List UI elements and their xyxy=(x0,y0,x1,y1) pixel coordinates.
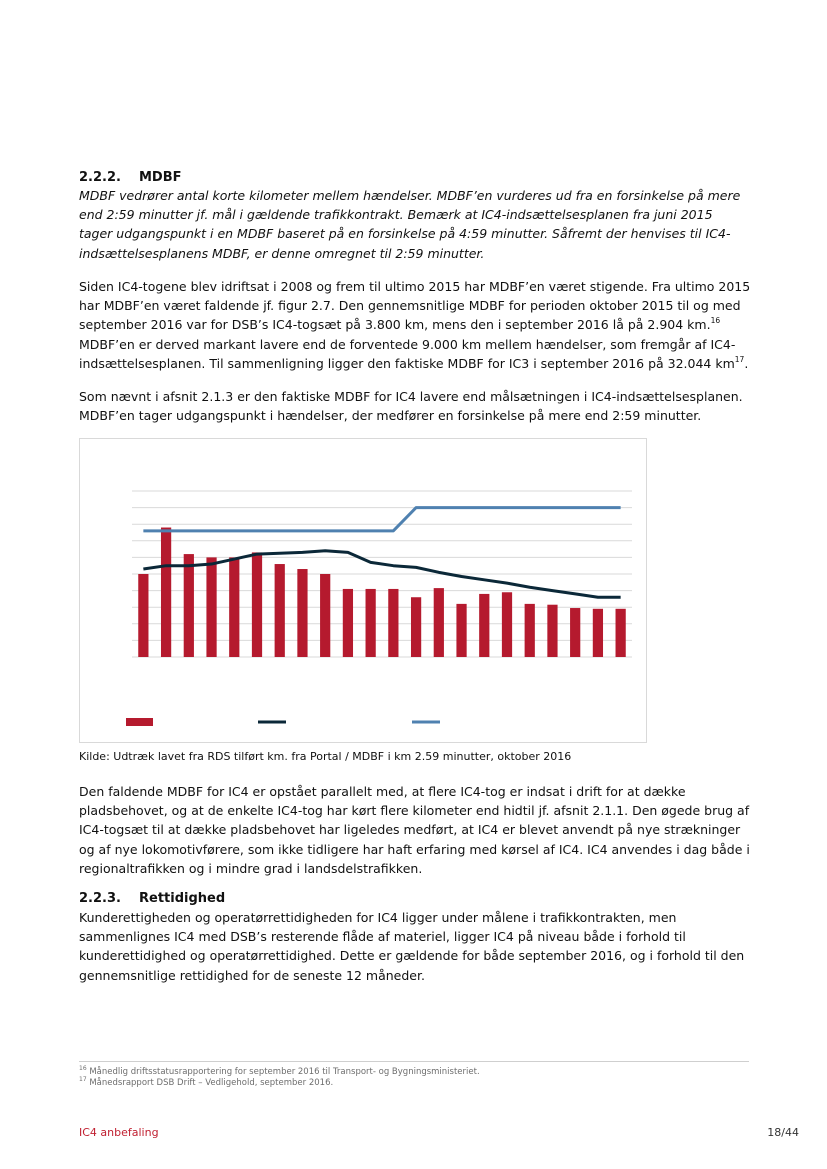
bar xyxy=(297,569,307,657)
paragraph-mdbf-trend xyxy=(79,277,751,373)
footnote-text: Månedsrapport DSB Drift – Vedligehold, september 2016. xyxy=(89,1077,334,1088)
page-number: 18/44 xyxy=(767,1126,799,1139)
section-number: 2.2.3. xyxy=(79,891,121,906)
bar xyxy=(320,574,330,657)
bar xyxy=(275,564,285,657)
section-heading-mdbf xyxy=(79,170,182,185)
footnote-divider xyxy=(79,1061,749,1062)
section-title: Rettidighed xyxy=(139,891,226,906)
section-number: 2.2.2. xyxy=(79,170,121,185)
section-heading-rettidighed xyxy=(79,891,225,906)
bar xyxy=(229,557,239,657)
footnote-item xyxy=(79,1075,480,1089)
footnote-mark: 17 xyxy=(79,1075,87,1083)
bar xyxy=(366,589,376,657)
bar xyxy=(343,589,353,657)
series-line xyxy=(143,508,620,531)
bar xyxy=(184,554,194,657)
footnote-item xyxy=(79,1067,480,1078)
paragraph-target: Som nævnt i afsnit 2.1.3 er den faktiske MDBF for IC4 lavere end målsætningen i IC4-indsættelsesplanen. MDBF’en tager udgangspunkt i hændelser, der medfører en forsinkelse på mere end 2:59 minutter. xyxy=(79,389,743,424)
bar xyxy=(547,605,557,657)
bar xyxy=(593,609,603,657)
legend-swatch xyxy=(126,718,153,726)
paragraph-text: . xyxy=(744,355,749,371)
bar xyxy=(206,557,216,657)
footnotes xyxy=(79,1067,480,1088)
paragraph-falling-mdbf: Den faldende MDBF for IC4 er opstået parallelt med, at flere IC4-tog er indsat i drift for at dække pladsbehovet, og at de enkelte IC4-tog har kørt flere kilometer end hidtil jf. afsnit 2.1.1. Den øgede brug af IC4-togsæt til at dække pladsbehovet har ligeledes medført, at IC4 er blevet anvendt på nye strækninger og af nye lokomotivførere, som ikke tidligere har haft erfaring med kørsel af IC4. IC4 anvendes i dag både i regionaltrafikken og i mindre grad i landsdelstrafikken. xyxy=(79,784,750,876)
bar xyxy=(525,604,535,657)
bar xyxy=(411,597,421,657)
footnote-ref[interactable]: 16 xyxy=(710,316,721,326)
bar xyxy=(388,589,398,657)
bar xyxy=(570,608,580,657)
bar xyxy=(479,594,489,657)
paragraph-rettidighed: Kunderettigheden og operatørrettidigheden for IC4 ligger under målene i trafikkontrakten, men sammenlignes IC4 med DSB’s resterende flåde af materiel, ligger IC4 på niveau både i forhold til kunderettidighed og operatørrettidighed. Dette er gældende for både september 2016, og i forhold til den gennemsnitlige rettidighed for de seneste 12 måneder. xyxy=(79,910,745,983)
bar xyxy=(456,604,466,657)
bar xyxy=(161,528,171,657)
footnote-text: Månedlig driftsstatusrapportering for september 2016 til Transport- og Bygningsministeriet. xyxy=(89,1067,480,1077)
paragraph-text: MDBF’en er derved markant lavere end de forventede 9.000 km mellem hændelser, som fremgår af IC4-indsættelsesplanen. Til sammenligning ligger den faktiske MDBF for IC3 i september 2016 på 32.044 km xyxy=(79,336,736,371)
bar xyxy=(252,552,262,657)
chart-canvas xyxy=(80,439,646,742)
section-title: MDBF xyxy=(139,170,182,185)
bar xyxy=(434,588,444,657)
footnote-mark: 16 xyxy=(79,1065,87,1073)
bar xyxy=(616,609,626,657)
bar xyxy=(502,592,512,657)
paragraph-text: Siden IC4-togene blev idriftsat i 2008 og frem til ultimo 2015 har MDBF’en været stigende. Fra ultimo 2015 har MDBF’en været faldende jf. figur 2.7. Den gennemsnitlige MDBF for perioden oktober 2015 til og med september 2016 var for DSB’s IC4-togsæt på 3.800 km, mens den i september 2016 lå på 2.904 km. xyxy=(79,279,751,333)
mdbf-definition: MDBF vedrører antal korte kilometer mellem hændelser. MDBF’en vurderes ud fra en forsinkelse på mere end 2:59 minutter jf. mål i gældende trafikkontrakt. Bemærk at IC4-indsættelsesplanen fra juni 2015 tager udgangspunkt i en MDBF baseret på en forsinkelse på 4:59 minutter. Såfremt der henvises til IC4-indsættelsesplanens MDBF, er denne omregnet til 2:59 minutter. xyxy=(79,188,741,261)
footer-document-title: IC4 anbefaling xyxy=(79,1126,159,1139)
bar xyxy=(138,574,148,657)
mdbf-chart xyxy=(79,438,647,743)
chart-source: Kilde: Udtræk lavet fra RDS tilført km. fra Portal / MDBF i km 2.59 minutter, oktober 2016 xyxy=(79,750,572,763)
footnote-ref[interactable]: 17 xyxy=(734,354,745,364)
